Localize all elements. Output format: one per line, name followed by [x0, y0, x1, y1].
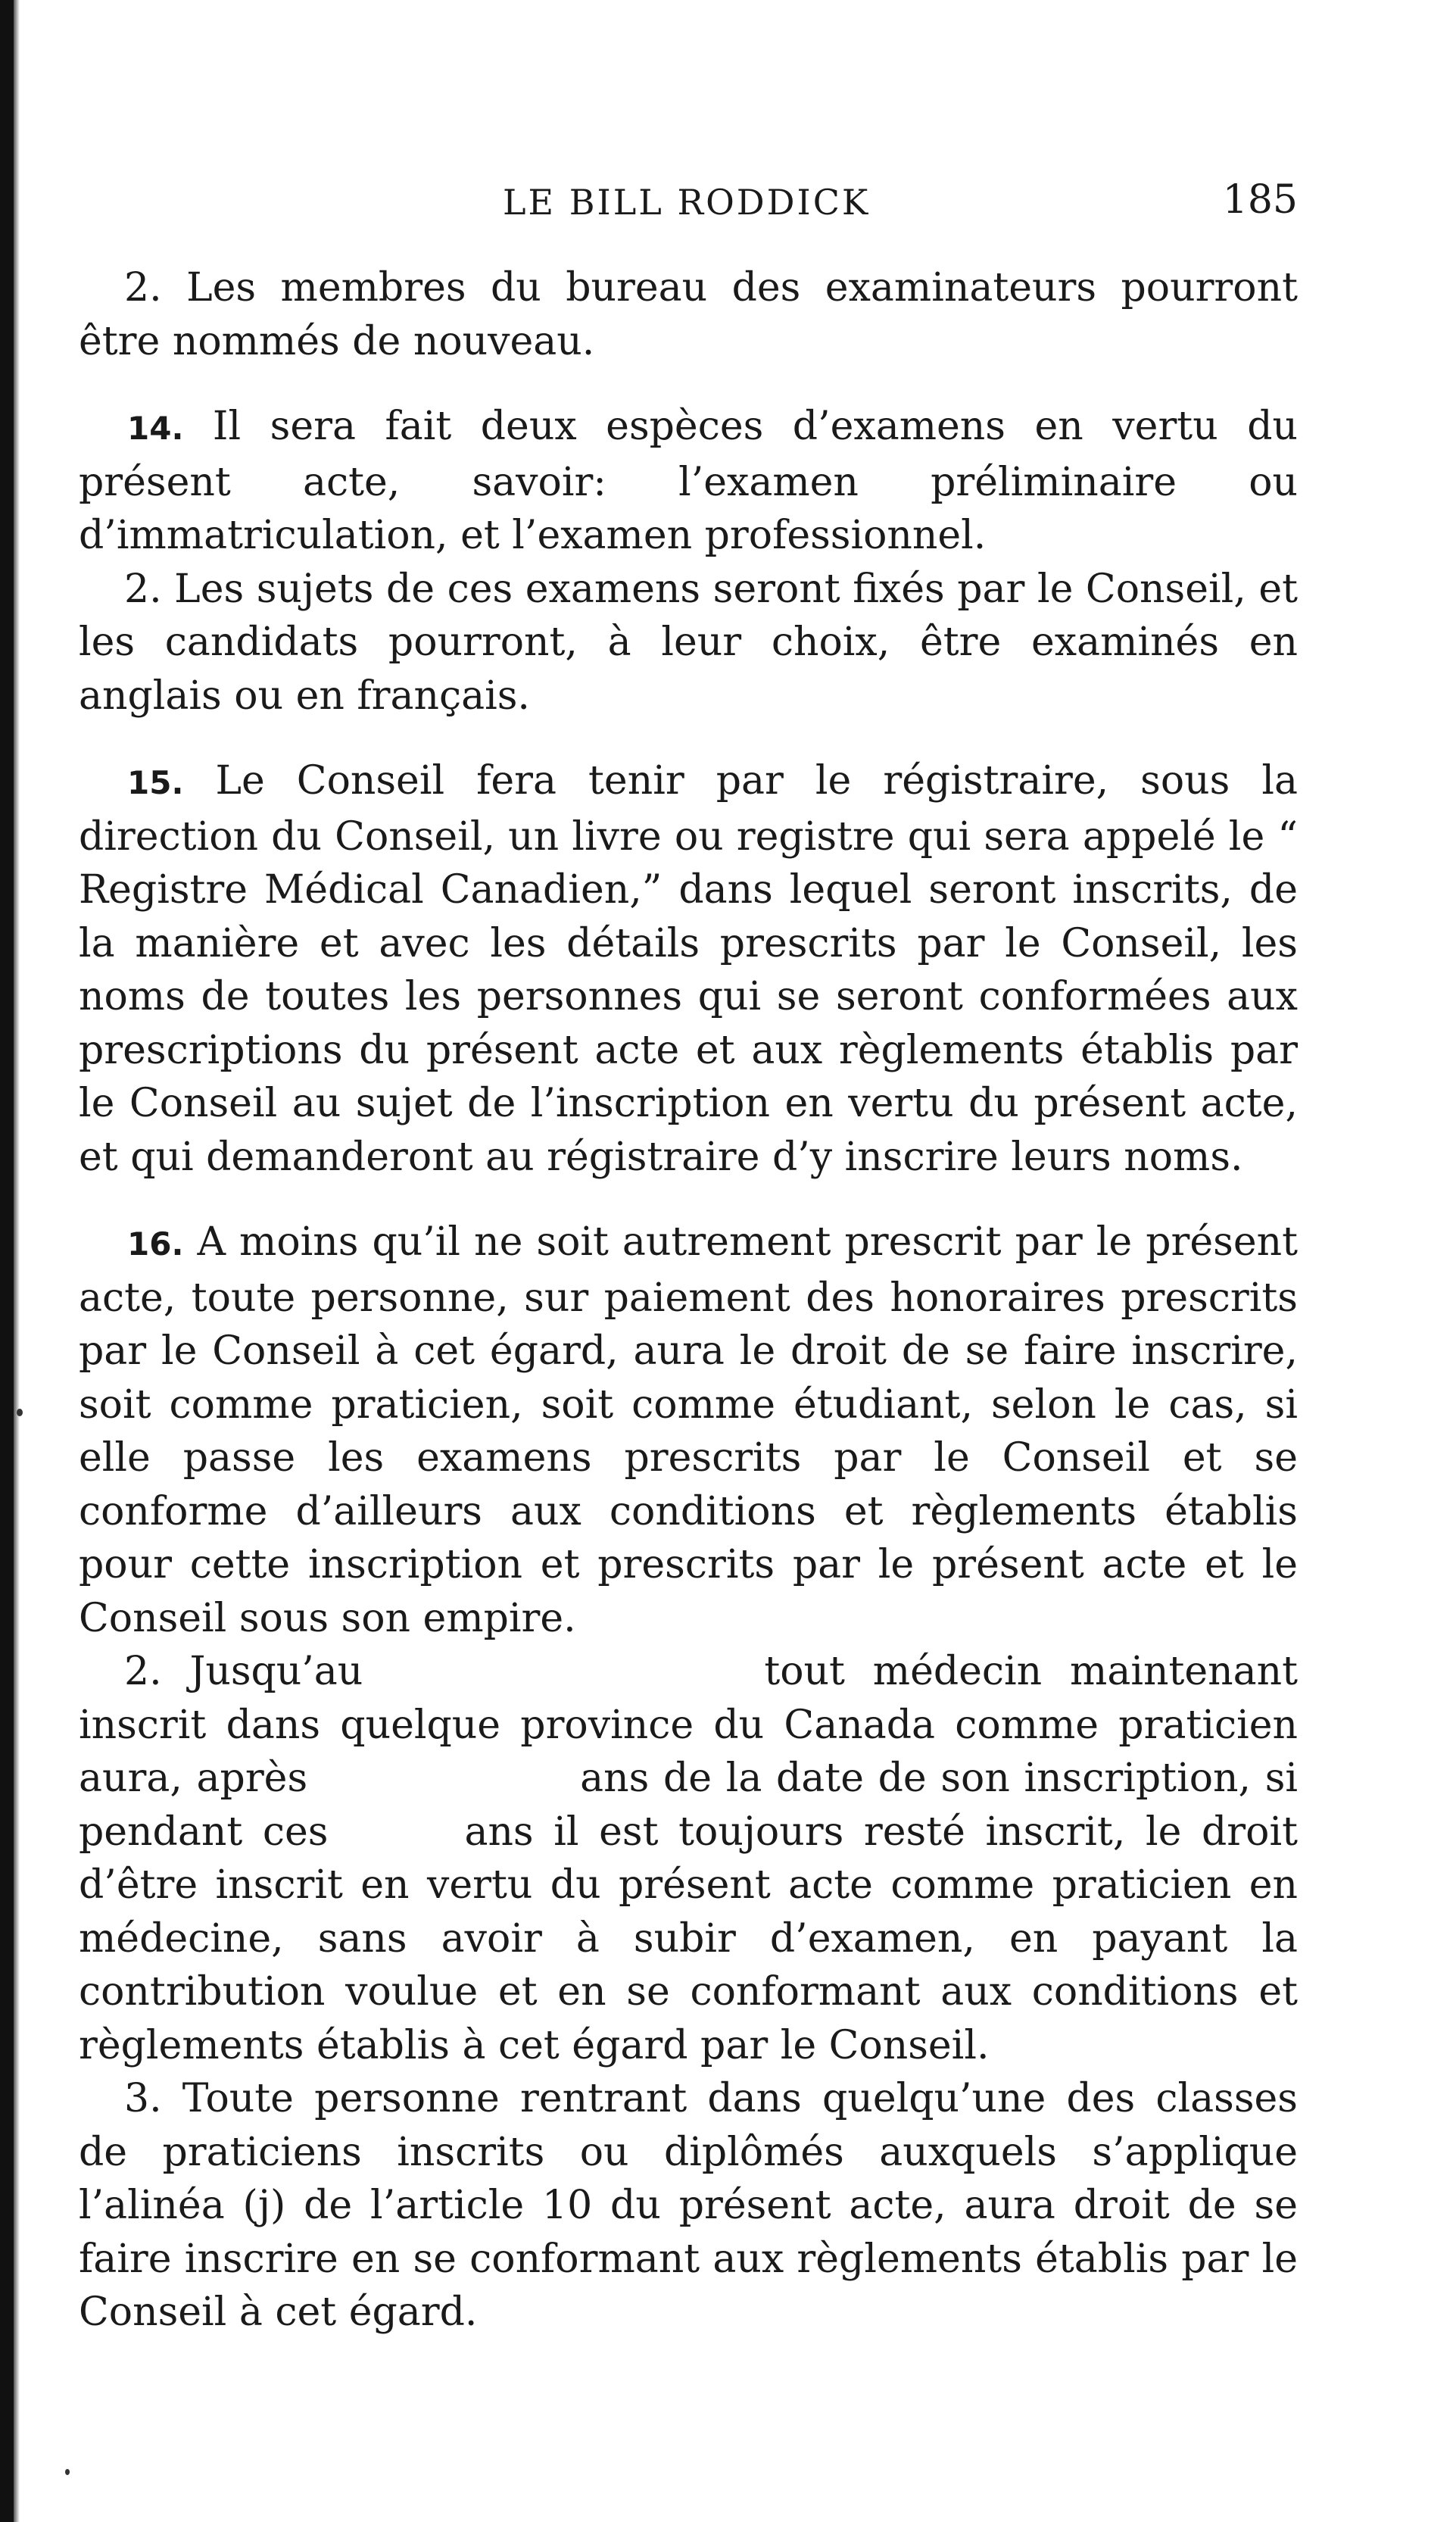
article-text: Il sera fait deux espèces d’examens en vertu du présent acte, savoir: l’examen préliminaire ou d’immatriculation, et l’examen professionnel. [79, 404, 1298, 558]
article-number: 14. [127, 410, 184, 447]
running-header [79, 174, 1298, 235]
article-14 [79, 400, 1298, 563]
article-text: Le Conseil fera tenir par le régistraire, sous la direction du Conseil, un livre ou registre qui sera appelé le “ Registre Médical Canadien,” dans lequel seront inscrits, de la manière et avec les détails prescrits par le Conseil, les noms de toutes les personnes qui se seront conformées aux prescriptions du présent acte et aux règlements établis par le Conseil au sujet de l’inscription en vertu du présent acte, et qui demanderont au régistraire d’y inscrire leurs noms. [79, 758, 1298, 1180]
paragraph-13-2: 2. Les membres du bureau des examinateurs pourront être nommés de nouveau. [79, 265, 1298, 364]
text-fragment: ans il est toujours resté inscrit, le droit d’être inscrit en vertu du présent acte comme praticien en médecine, sans avoir à subir d’examen, en payant la contribution voulue et en se conformant aux conditions et règlements établis à cet égard par le Conseil. [79, 1809, 1298, 2068]
text-fragment: 2. Jusqu’au [124, 1649, 363, 1694]
article-text: A moins qu’il ne soit autrement prescrit par le présent acte, toute personne, sur paiement des honoraires prescrits par le Conseil à cet égard, aura le droit de se faire inscrire, soit comme praticien, soit comme étudiant, selon le cas, si elle passe les examens prescrits par le Conseil et se conforme d’ailleurs aux conditions et règlements établis pour cette inscription et prescrits par le présent acte et le Conseil sous son empire. [79, 1219, 1298, 1641]
text-fragment: ans de la date de son inscription, si pendant ces [79, 1756, 1299, 1855]
page-edge-shadow [14, 0, 20, 2522]
page-edge [0, 0, 14, 2522]
page-number: 185 [1222, 177, 1298, 223]
article-number: 16. [127, 1225, 184, 1263]
ink-speck [65, 2469, 70, 2475]
ink-speck [17, 1409, 23, 1416]
text-fragment: tout médecin maintenant inscrit dans quelque province du Canada comme praticien aura, après [79, 1649, 1299, 1801]
paragraph-14-2: 2. Les sujets de ces examens seront fixés par le Conseil, et les candidats pourront, à leur choix, être examinés en anglais ou en français. [79, 566, 1298, 719]
running-title: LE BILL RODDICK [503, 182, 871, 223]
paragraph-16-2 [79, 1645, 1298, 2072]
article-number: 15. [127, 764, 184, 801]
paragraph-16-3: 3. Toute personne rentrant dans quelqu’une des classes de praticiens inscrits ou diplômés auxquels s’applique l’alinéa (j) de l’article 10 du présent acte, aura droit de se faire inscrire en se conformant aux règlements établis par le Conseil à cet égard. [79, 2076, 1298, 2335]
article-16 [79, 1216, 1298, 1645]
body-text [79, 261, 1298, 2339]
article-15 [79, 754, 1298, 1184]
